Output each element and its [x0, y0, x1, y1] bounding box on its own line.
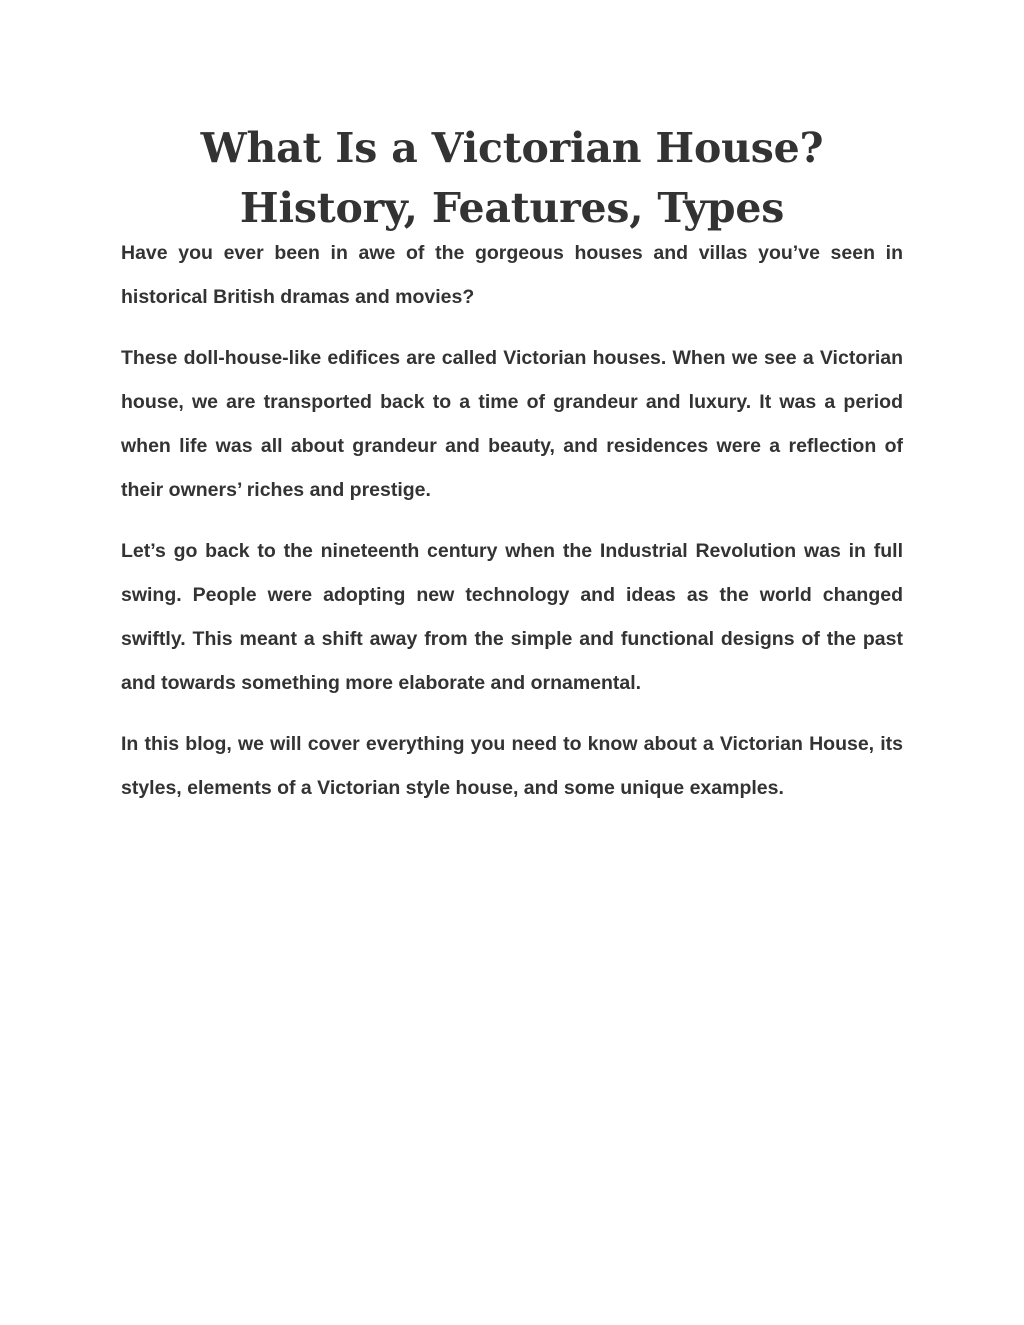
paragraph-victorian-houses: These doll-house-like edifices are called Victorian houses. When we see a Victorian house, we are transported back to a time of grandeur and luxury. It was a period when life was all about grandeur and beauty, and residences were a reflection of their owners’ riches and prestige. — [121, 347, 903, 501]
page-title-line-1: What Is a Victorian House? — [200, 124, 824, 172]
paragraph-intro: Have you ever been in awe of the gorgeous houses and villas you’ve seen in historical British dramas and movies? — [121, 242, 903, 308]
page-title-line-2: History, Features, Types — [239, 184, 785, 232]
page-title — [0, 118, 1024, 238]
article-body — [121, 231, 903, 827]
paragraph-blog-overview: In this blog, we will cover everything you need to know about a Victorian House, its styles, elements of a Victorian style house, and some unique examples. — [121, 733, 903, 799]
paragraph-nineteenth-century: Let’s go back to the nineteenth century when the Industrial Revolution was in full swing. People were adopting new technology and ideas as the world changed swiftly. This meant a shift away from the simple and functional designs of the past and towards something more elaborate and ornamental. — [121, 540, 903, 694]
